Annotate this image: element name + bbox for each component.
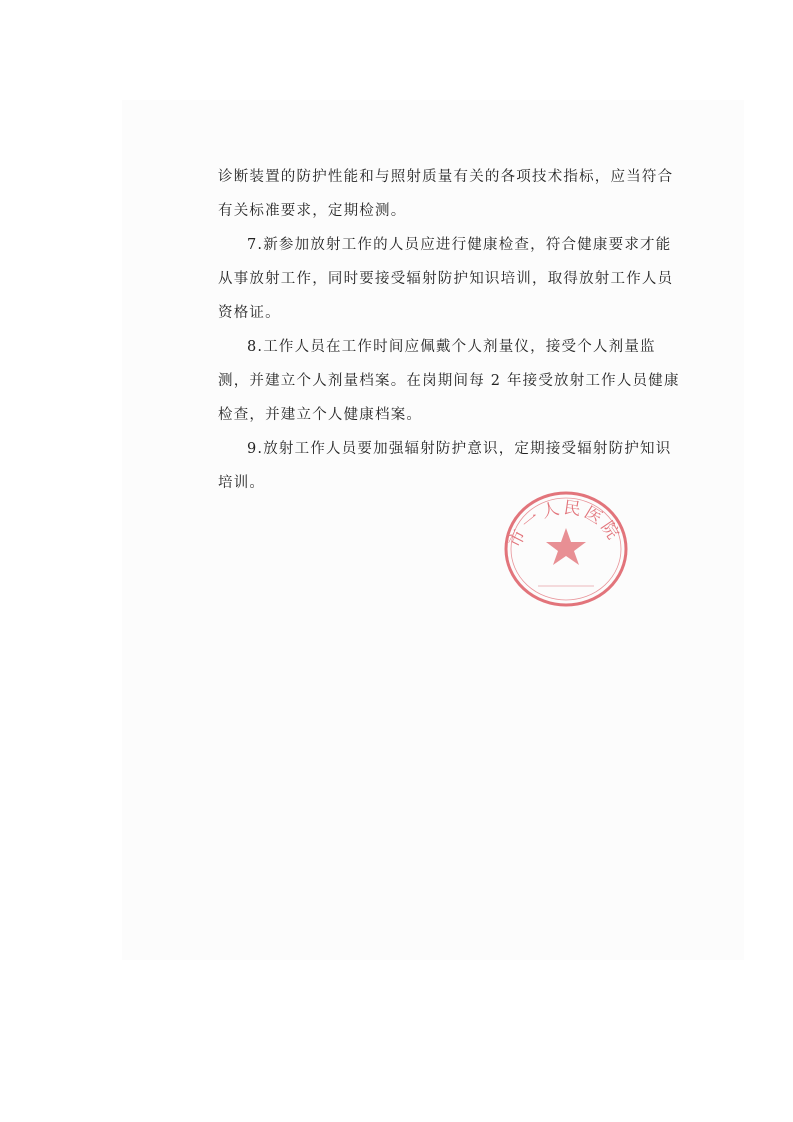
- paragraph-1: 诊断装置的防护性能和与照射质量有关的各项技术指标，应当符合有关标准要求，定期检测。: [218, 169, 674, 219]
- paragraph-4: 9.放射工作人员要加强辐射防护意识，定期接受辐射防护知识培训。: [218, 441, 672, 491]
- paragraph-2: 7.新参加放射工作的人员应进行健康检查，符合健康要求才能从事放射工作，同时要接受辐射防护知识培训，取得放射工作人员资格证。: [218, 237, 674, 321]
- seal-star-icon: [546, 528, 586, 565]
- document-body: [218, 160, 684, 500]
- hospital-seal-stamp: [498, 486, 634, 612]
- paragraph-3: 8.工作人员在工作时间应佩戴个人剂量仪，接受个人剂量监测，并建立个人剂量档案。在岗期间每 2 年接受放射工作人员健康检查，并建立个人健康档案。: [218, 339, 680, 423]
- seal-text: 市一人民医院: [504, 497, 625, 551]
